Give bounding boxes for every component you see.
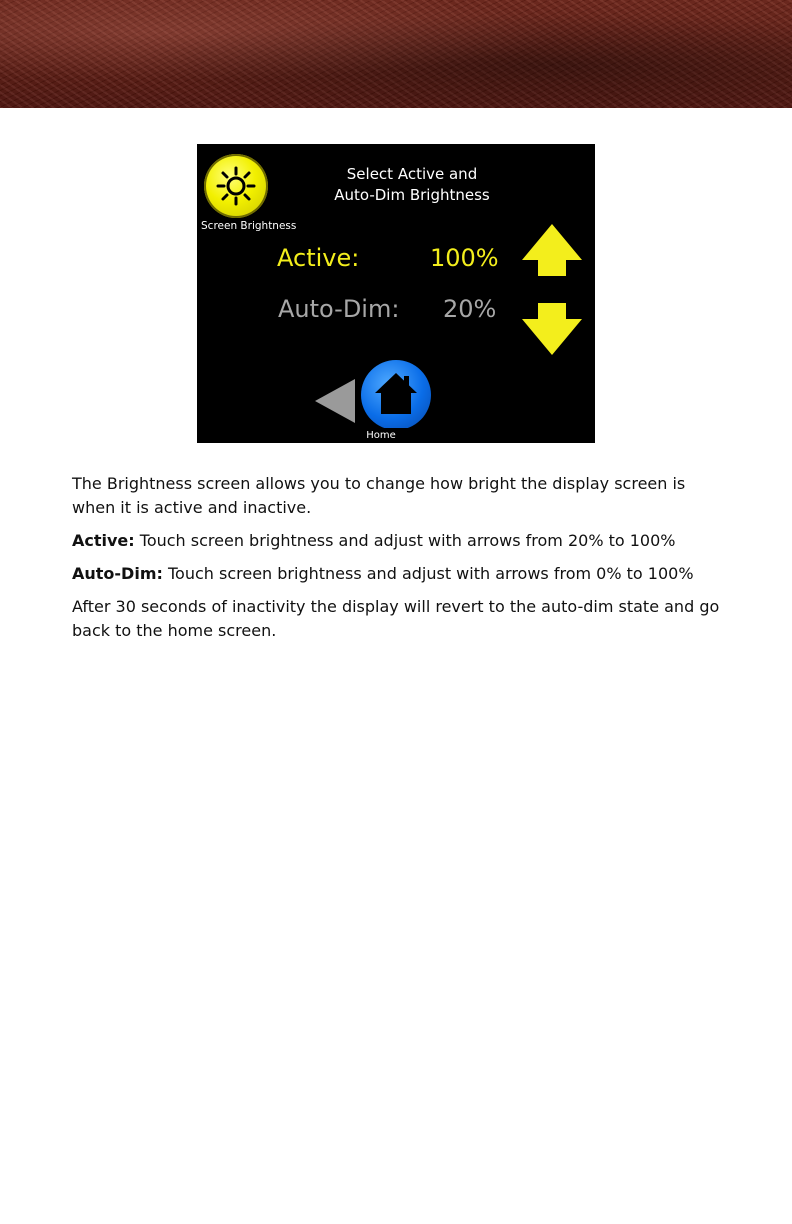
brightness-screen — [197, 144, 595, 443]
autodim-label[interactable]: Auto-Dim: — [278, 295, 400, 323]
active-paragraph — [72, 529, 732, 553]
active-term: Active: — [72, 531, 135, 550]
autodim-value[interactable]: 20% — [443, 295, 497, 323]
screen-title — [317, 164, 507, 206]
active-description: Touch screen brightness and adjust with arrows from 20% to 100% — [134, 531, 676, 550]
autodim-paragraph — [72, 562, 732, 586]
home-button[interactable] — [361, 360, 431, 430]
autodim-term: Auto-Dim: — [72, 564, 163, 583]
intro-paragraph: The Brightness screen allows you to change how bright the display screen is when it is active and inactive. — [72, 474, 686, 517]
screen-brightness-button[interactable] — [204, 154, 268, 218]
autodim-description: Touch screen brightness and adjust with arrows from 0% to 100% — [162, 564, 694, 583]
back-arrow-icon[interactable] — [313, 378, 355, 424]
screen-title-line2: Auto-Dim Brightness — [334, 186, 490, 204]
active-value[interactable]: 100% — [430, 244, 499, 272]
leather-banner — [0, 0, 792, 108]
instructions — [72, 472, 732, 652]
home-icon — [373, 370, 419, 416]
active-label[interactable]: Active: — [277, 244, 360, 272]
note-paragraph: After 30 seconds of inactivity the display will revert to the auto-dim state and go back to the home screen. — [72, 597, 720, 640]
arrow-down-icon[interactable] — [520, 301, 584, 357]
home-label: Home — [339, 428, 423, 443]
arrow-up-icon[interactable] — [520, 222, 584, 278]
sun-icon — [216, 166, 256, 206]
screen-brightness-label: Screen Brightness — [201, 220, 297, 232]
screen-title-line1: Select Active and — [346, 165, 478, 183]
